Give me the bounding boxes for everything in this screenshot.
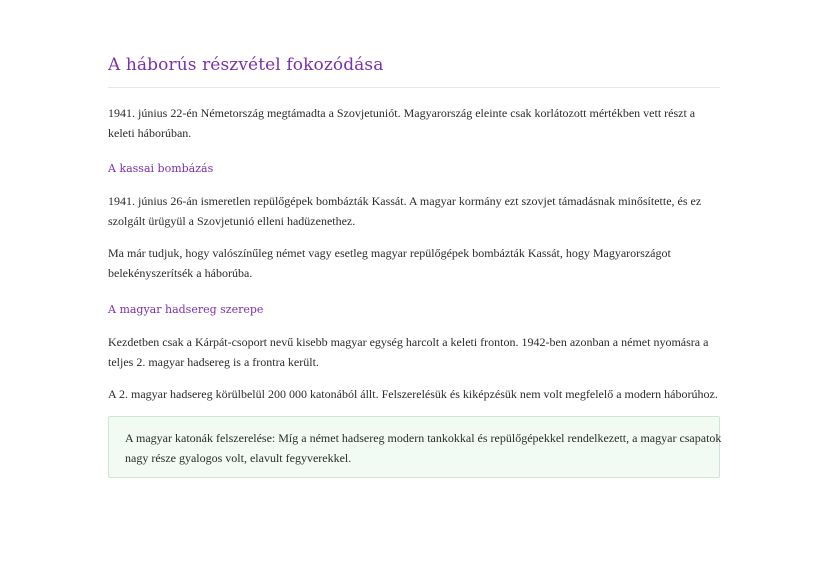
intro-paragraph: 1941. június 22-én Németország megtámadta a Szovjetuniót. Magyarország eleinte csak korlátozott mértékben vett részt a keleti háborúban. [108, 106, 696, 140]
paragraph-kassa-2: Ma már tudjuk, hogy valószínűleg német vagy esetleg magyar repülőgépek bombázták Kassát, hogy Magyarországot belekényszerítsék a háborúba. [108, 246, 671, 280]
title-divider [108, 87, 720, 88]
paragraph-hadsereg-2: A 2. magyar hadsereg körülbelül 200 000 katonából állt. Felszerelésük és kiképzésük nem volt megfelelő a modern háborúhoz. [108, 387, 718, 401]
section-heading-hadsereg: A magyar hadsereg szerepe [108, 303, 264, 316]
info-note-box [108, 416, 720, 478]
paragraph-kassa-1: 1941. június 26-án ismeretlen repülőgépek bombázták Kassát. A magyar kormány ezt szovjet támadásnak minősítette, és ez szolgált ürügyül a Szovjetunió elleni hadüzenethez. [108, 194, 702, 228]
info-note-text: A magyar katonák felszerelése: Míg a német hadsereg modern tankokkal és repülőgépekkel rendelkezett, a magyar csapatok nagy része gyalogos volt, elavult fegyverekkel. [125, 431, 722, 465]
page-title: A háborús részvétel fokozódása [108, 55, 384, 75]
paragraph-hadsereg-1: Kezdetben csak a Kárpát-csoport nevű kisebb magyar egység harcolt a keleti fronton. 1942-ben azonban a német nyomásra a teljes 2. magyar hadsereg is a frontra került. [108, 335, 709, 369]
section-heading-kassa: A kassai bombázás [108, 162, 214, 175]
